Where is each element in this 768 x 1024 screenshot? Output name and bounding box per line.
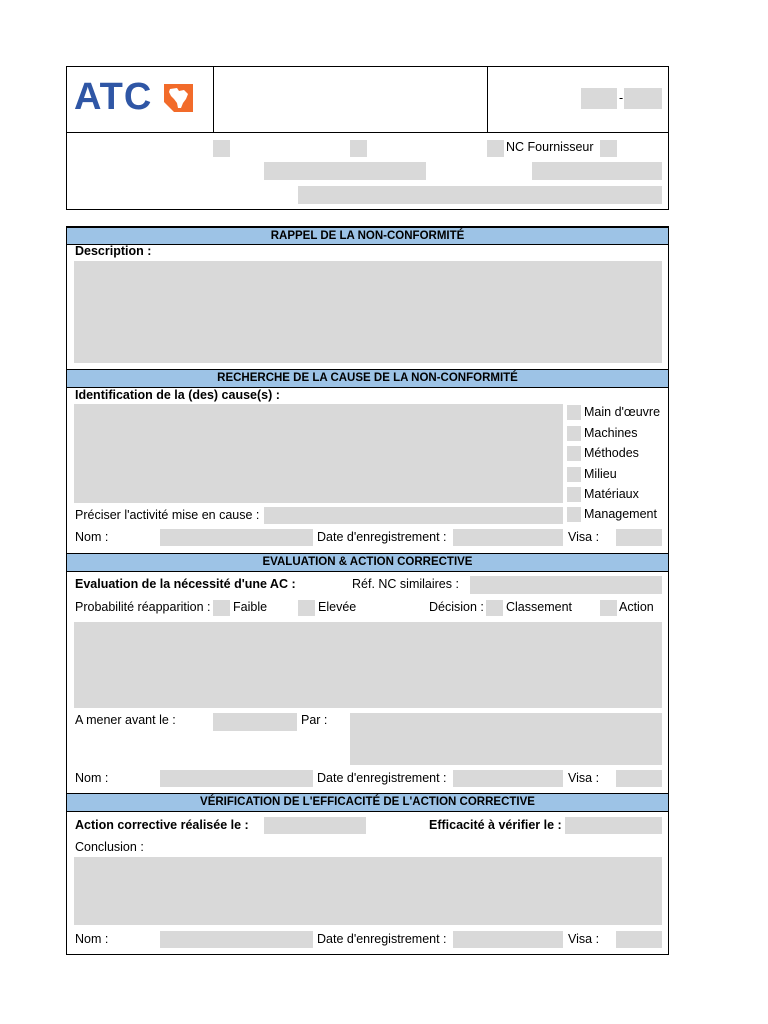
verification-visa-field[interactable] — [616, 931, 662, 948]
cause-label-management: Management — [584, 507, 657, 521]
nc-fournisseur-label: NC Fournisseur — [506, 140, 594, 154]
header-checkbox-2[interactable] — [350, 140, 367, 157]
company-logo — [74, 76, 199, 120]
cause-checkbox-milieu[interactable] — [567, 467, 581, 482]
activite-field[interactable] — [264, 507, 563, 524]
verification-nom-label: Nom : — [75, 932, 109, 946]
elevee-label: Elevée — [318, 600, 357, 614]
cause-label-milieu: Milieu — [584, 467, 617, 481]
faible-checkbox[interactable] — [213, 600, 230, 616]
cause-label-materiaux: Matériaux — [584, 487, 639, 501]
elevee-checkbox[interactable] — [298, 600, 315, 616]
cause-visa-field[interactable] — [616, 529, 662, 546]
africa-logo-icon — [162, 82, 195, 114]
evaluation-nom-label: Nom : — [75, 771, 109, 785]
cause-label-main-oeuvre: Main d'œuvre — [584, 405, 661, 419]
cause-date-field[interactable] — [453, 529, 563, 546]
verification-date-field[interactable] — [453, 931, 563, 948]
evaluation-date-field[interactable] — [453, 770, 563, 787]
nc-fournisseur-checkbox[interactable] — [487, 140, 504, 157]
probabilite-label: Probabilité réapparition : — [75, 600, 211, 614]
ref-separator: - — [619, 91, 624, 105]
mener-avant-label: A mener avant le : — [75, 713, 176, 727]
evaluation-date-label: Date d'enregistrement : — [317, 771, 447, 785]
header-col-divider-1 — [213, 66, 214, 132]
verification-date-label: Date d'enregistrement : — [317, 932, 447, 946]
section-rappel-header — [67, 227, 668, 245]
decision-label: Décision : — [429, 600, 484, 614]
cause-visa-label: Visa : — [568, 530, 600, 544]
evaluation-visa-label: Visa : — [568, 771, 600, 785]
description-label: Description : — [75, 244, 152, 258]
realisee-field[interactable] — [264, 817, 366, 834]
cause-nom-field[interactable] — [160, 529, 313, 546]
verification-visa-label: Visa : — [568, 932, 600, 946]
efficacite-field[interactable] — [565, 817, 662, 834]
section-verification-header — [67, 793, 668, 812]
classement-checkbox[interactable] — [486, 600, 503, 616]
header-field-3[interactable] — [264, 162, 426, 180]
section-cause-title: RECHERCHE DE LA CAUSE DE LA NON-CONFORMITÉ — [217, 372, 518, 384]
identification-field[interactable] — [74, 404, 563, 503]
section-rappel-title: RAPPEL DE LA NON-CONFORMITÉ — [270, 230, 465, 242]
header-field-5[interactable] — [298, 186, 662, 204]
efficacite-label: Efficacité à vérifier le : — [429, 818, 562, 832]
evaluation-nom-field[interactable] — [160, 770, 313, 787]
logo-text: ATC — [74, 76, 153, 118]
ref-field-1[interactable] — [581, 88, 617, 109]
par-label: Par : — [301, 713, 328, 727]
cause-nom-label: Nom : — [75, 530, 109, 544]
activite-label: Préciser l'activité mise en cause : — [75, 508, 260, 522]
realisee-label: Action corrective réalisée le : — [75, 818, 249, 832]
header-col-divider-2 — [487, 66, 488, 132]
faible-label: Faible — [233, 600, 268, 614]
cause-label-methodes: Méthodes — [584, 446, 639, 460]
action-checkbox[interactable] — [600, 600, 617, 616]
ref-nc-label: Réf. NC similaires : — [352, 577, 459, 591]
section-cause-header — [67, 369, 668, 388]
evaluation-visa-field[interactable] — [616, 770, 662, 787]
mener-avant-field[interactable] — [213, 713, 297, 731]
cause-checkbox-materiaux[interactable] — [567, 487, 581, 502]
par-field[interactable] — [350, 713, 662, 765]
section-evaluation-header — [67, 553, 668, 572]
ref-field-2[interactable] — [624, 88, 662, 109]
verification-nom-field[interactable] — [160, 931, 313, 948]
nc-fournisseur-field[interactable] — [600, 140, 617, 157]
cause-checkbox-methodes[interactable] — [567, 446, 581, 461]
evaluation-label: Evaluation de la nécessité d'une AC : — [75, 577, 296, 591]
section-evaluation-title: EVALUATION & ACTION CORRECTIVE — [262, 556, 473, 568]
cause-label-machines: Machines — [584, 426, 638, 440]
identification-label: Identification de la (des) cause(s) : — [75, 388, 280, 402]
ref-nc-field[interactable] — [470, 576, 662, 594]
classement-label: Classement — [506, 600, 572, 614]
conclusion-field[interactable] — [74, 857, 662, 925]
cause-checkbox-machines[interactable] — [567, 426, 581, 441]
section-verification-title: VÉRIFICATION DE L'EFFICACITÉ DE L'ACTION CORRECTIVE — [200, 796, 535, 808]
action-description-field[interactable] — [74, 622, 662, 708]
header-divider — [66, 132, 669, 133]
description-field[interactable] — [74, 261, 662, 363]
action-label: Action — [619, 600, 654, 614]
conclusion-label: Conclusion : — [75, 840, 144, 854]
header-checkbox-1[interactable] — [213, 140, 230, 157]
cause-checkbox-main-oeuvre[interactable] — [567, 405, 581, 420]
header-field-4[interactable] — [532, 162, 662, 180]
cause-date-label: Date d'enregistrement : — [317, 530, 447, 544]
cause-checkbox-management[interactable] — [567, 507, 581, 522]
